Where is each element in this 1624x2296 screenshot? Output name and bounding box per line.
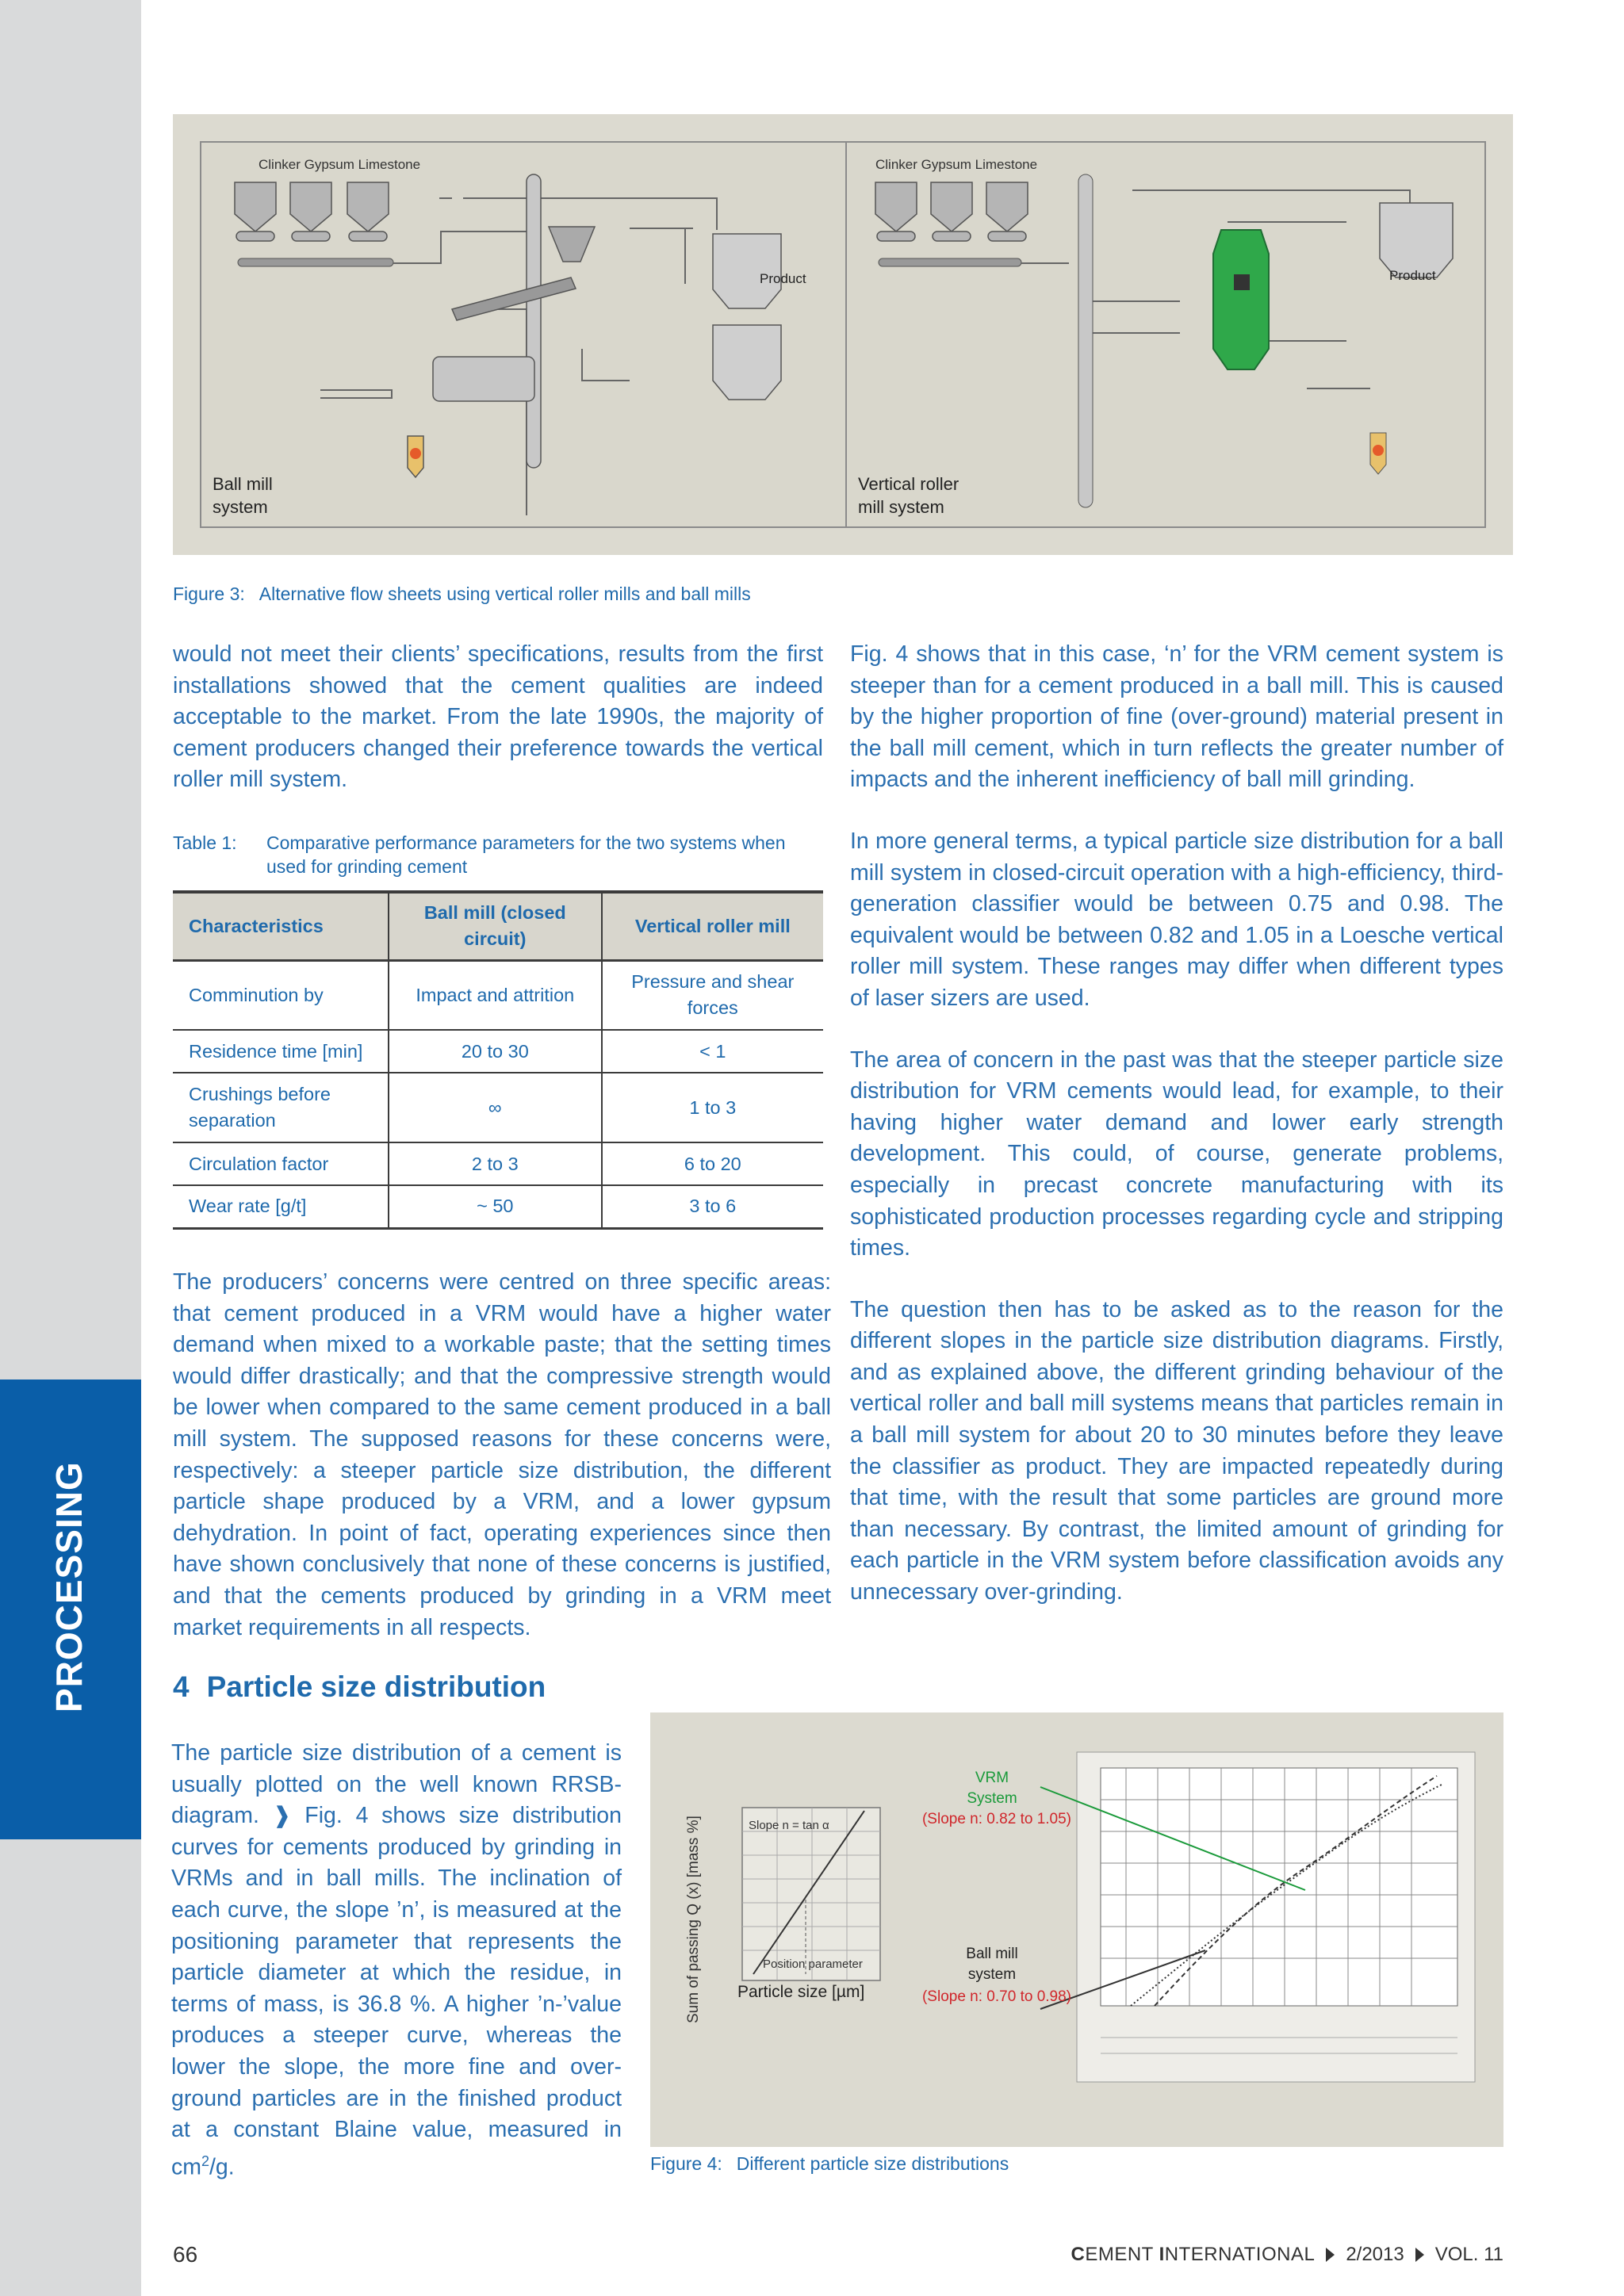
table-cell: < 1: [602, 1030, 823, 1073]
table-row: [173, 960, 823, 1030]
section-number: 4: [173, 1670, 190, 1703]
product-label: Product: [1389, 268, 1436, 283]
journal-footer: [1071, 2244, 1503, 2266]
issue-number: 2/2013: [1346, 2244, 1404, 2265]
ball-mill-diagram: [201, 143, 848, 530]
figure-4: [650, 1712, 1503, 2147]
table-cell: Pressure and shear forces: [602, 960, 823, 1030]
page-number: 66: [173, 2242, 198, 2267]
sidebar: [0, 0, 141, 2296]
triangle-icon: [1415, 2248, 1424, 2262]
table-header-row: [173, 892, 823, 960]
table-cell: ∞: [389, 1073, 602, 1142]
triangle-icon: [1326, 2248, 1335, 2262]
brand-text: NTERNATIONAL: [1164, 2244, 1316, 2265]
figure-4-caption: [650, 2153, 1009, 2175]
paragraph: The producers’ concerns were centred on three specific areas: that cement produced in a VRM would have a higher water demand when mixed to a workable paste; that the setting times would differ drastically; and that the compressive strength would be lower when compared to the same cement produced in a ball mill system. The supposed reasons for these concerns were, respectively: a steeper particle size distribution, the different particle shape produced by a VRM, and a lower gypsum dehydration. In point of fact, operating experiences since then have shown conclusively that none of these concerns is justified, and that the cements produced by grinding in a VRM meet market requirements in all respects.: [173, 1269, 831, 1640]
performance-table: [173, 890, 823, 1230]
paragraph: Fig. 4 shows that in this case, ‘n’ for the VRM cement system is steeper than for a cement produced in a ball mill. This is caused by the higher proportion of fine (over-ground) material present in the ball mill cement, which in turn reflects the greater number of impacts and the inherent inefficiency of ball mill grinding.: [850, 641, 1503, 793]
paragraph: In more general terms, a typical particle size distribution for a ball mill system in closed-circuit operation with a high-efficiency, third-generation classifier would be between 0.75 and 0.98. The equivalent would be between 0.82 and 1.05 in a Loesche vertical roller mill system. These ranges may differ when different types of laser sizers are used.: [850, 828, 1503, 1011]
header-cell: Ball mill (closed circuit): [389, 892, 602, 960]
volume-number: VOL. 11: [1434, 2244, 1503, 2265]
brand-initial: C: [1071, 2244, 1086, 2265]
left-paragraph-2: [173, 1267, 831, 1644]
table-cell: Crushings before separation: [173, 1073, 389, 1142]
table-cell: 3 to 6: [602, 1185, 823, 1228]
table-row: [173, 1073, 823, 1142]
right-column: [850, 639, 1503, 1609]
table-row: [173, 1142, 823, 1185]
position-parameter-label: Position parameter: [763, 1957, 863, 1971]
vrm-flowsheet: [845, 141, 1486, 528]
table-row: [173, 1030, 823, 1073]
table-cell: 1 to 3: [602, 1073, 823, 1142]
brand-text: EMENT: [1085, 2244, 1159, 2265]
superscript: 2: [201, 2152, 210, 2169]
raw-materials-label: Clinker Gypsum Limestone: [875, 157, 1038, 172]
section-title: Particle size distribution: [206, 1670, 546, 1703]
psd-charts: [650, 1712, 1503, 2147]
vrm-diagram: [847, 143, 1488, 530]
table-cell: 20 to 30: [389, 1030, 602, 1073]
table-cell: 6 to 20: [602, 1142, 823, 1185]
figure-3-number: Figure 3:: [173, 584, 245, 604]
x-axis-label: Particle size [µm]: [737, 1983, 865, 2001]
table-cell: Wear rate [g/t]: [173, 1185, 389, 1228]
table-cell: Impact and attrition: [389, 960, 602, 1030]
figure-3: [173, 114, 1513, 555]
slope-label: Slope n = tan α: [749, 1819, 829, 1832]
panel-caption: Vertical roller mill system: [858, 474, 959, 517]
brand-initial: I: [1159, 2244, 1165, 2265]
paragraph: would not meet their clients’ specifications, results from the first installations showed that the cement qualities are indeed acceptable to the market. From the late 1990s, the majority of cement producers changed their preference towards the vertical roller mill system.: [173, 641, 823, 793]
ball-mill-flowsheet: [200, 141, 847, 528]
raw-materials-label: Clinker Gypsum Limestone: [259, 157, 421, 172]
product-label: Product: [760, 271, 806, 286]
paragraph: [171, 1738, 622, 2183]
vrm-slope-label: (Slope n: 0.82 to 1.05): [921, 1811, 1071, 1827]
text-run: The particle size distribution of a cement is usually plotted on the well known RRSB-diagram.: [171, 1740, 622, 1829]
figure-reference: ❱ Fig. 4: [272, 1803, 369, 1829]
y-axis-label: Sum of passing Q (x) [mass %]: [685, 1816, 702, 2023]
text-run: shows size distribution curves for cements produced by grinding in VRMs and in ball mills. The inclination of each curve, the slope ’n’, is measured at the positioning parameter that represents the particle diameter at which the residue, in terms of mass, is 36.8 %. A higher ’n-’value produces a steeper curve, whereas the lower the slope, the more fine and over-ground particles are in the finished product at a constant Blaine value, measured in cm: [171, 1803, 622, 2180]
figure-4-caption-text: Different particle size distributions: [736, 2153, 1009, 2174]
section-label: PROCESSING: [48, 1461, 90, 1712]
table-cell: Comminution by: [173, 960, 389, 1030]
left-paragraph-1: [173, 639, 823, 796]
table-cell: Circulation factor: [173, 1142, 389, 1185]
table-row: [173, 1185, 823, 1228]
vrm-label: VRM System: [967, 1770, 1017, 1807]
table-cell: ~ 50: [389, 1185, 602, 1228]
header-cell: Characteristics: [173, 892, 389, 960]
table-1-title-text: Comparative performance parameters for the two systems when used for grinding cement: [266, 832, 786, 877]
figure-4-number: Figure 4:: [650, 2153, 722, 2174]
ball-mill-slope-label: (Slope n: 0.70 to 0.98): [921, 1988, 1071, 2005]
panel-caption: Ball mill system: [213, 474, 273, 517]
header-cell: Vertical roller mill: [602, 892, 823, 960]
ball-mill-label: Ball mill system: [966, 1946, 1018, 1983]
table-1-number: Table 1:: [173, 832, 237, 853]
text-run: /g.: [209, 2154, 235, 2180]
paragraph: The area of concern in the past was that the steeper particle size distribution for VRM cements would lead, for example, to their having higher water demand and lower early strength development. This could, of course, generate problems, especially in precast concrete manufacturing with its sophisticated production processes regarding cycle and stripping times.: [850, 1047, 1503, 1261]
figure-3-caption: [173, 584, 751, 605]
paragraph: The question then has to be asked as to the reason for the different slopes in the particle size distribution diagrams. Firstly, and as explained above, the different grinding behaviour of the vertical roller and ball mill systems means that particles remain in a ball mill system for about 20 to 30 minutes before they leave the classifier as product. They are impacted repeatedly during that time, with the result that some particles are ground more than necessary. By contrast, the limited amount of grinding for each particle in the VRM system before classification avoids any unnecessary over-grinding.: [850, 1296, 1503, 1605]
journal-name: [1071, 2244, 1315, 2265]
left-paragraph-3: [171, 1738, 622, 2183]
table-cell: Residence time [min]: [173, 1030, 389, 1073]
figure-3-caption-text: Alternative flow sheets using vertical roller mills and ball mills: [259, 584, 751, 604]
section-heading: [173, 1670, 546, 1704]
table-cell: 2 to 3: [389, 1142, 602, 1185]
